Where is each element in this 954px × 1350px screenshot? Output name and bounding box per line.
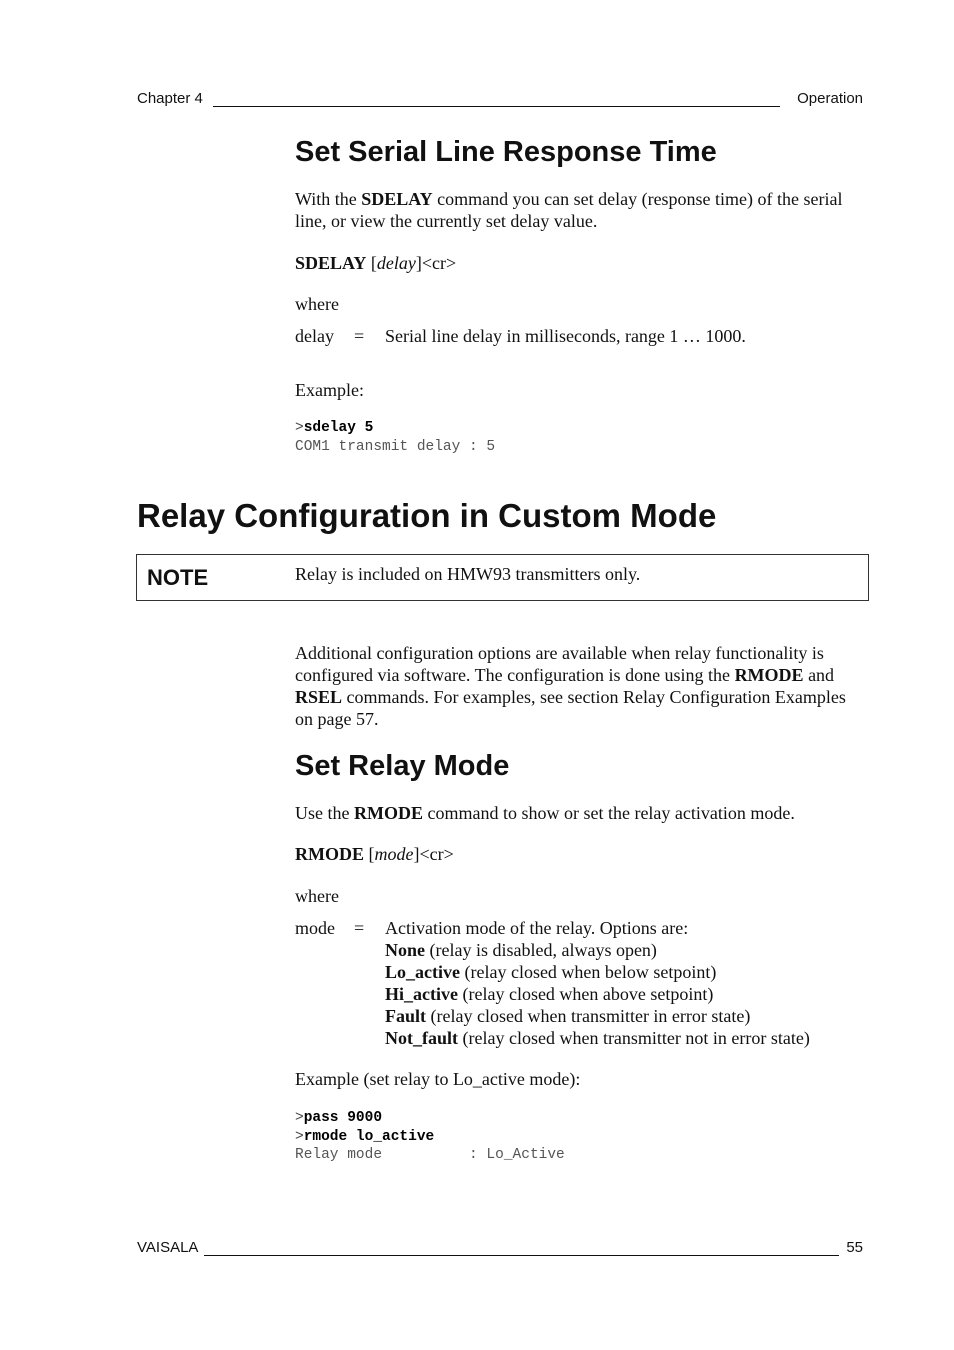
rmode-where: where: [295, 886, 339, 906]
rmode-option: [385, 983, 865, 1005]
relay-para-command-rmode: RMODE: [734, 665, 804, 685]
rmode-option-name: Not_fault: [385, 1028, 458, 1048]
rmode-option-desc: (relay closed when transmitter in error state): [426, 1006, 751, 1026]
rmode-code-line-2: [295, 1128, 565, 1147]
rmode-syntax-open: [: [364, 844, 375, 864]
page-footer: [137, 1239, 863, 1259]
sdelay-where: where: [295, 294, 339, 314]
code-prompt: >: [295, 1110, 304, 1126]
relay-para-part-3: commands. For examples, see section Relay Configuration Examples on page 57.: [295, 687, 846, 729]
section-label: Operation: [797, 90, 863, 107]
rmode-option-desc: (relay is disabled, always open): [425, 940, 657, 960]
rmode-option-name: Lo_active: [385, 962, 460, 982]
relay-para-command-rsel: RSEL: [295, 687, 343, 707]
sdelay-param-name: delay: [295, 326, 334, 346]
rmode-option-desc: (relay closed when below setpoint): [459, 962, 717, 982]
code-prompt: >: [295, 1128, 304, 1145]
relay-paragraph: [295, 642, 865, 730]
sdelay-code-line-1: [295, 419, 495, 438]
sdelay-syntax-close: ]<cr>: [415, 253, 457, 273]
company-name: VAISALA: [137, 1239, 199, 1256]
sdelay-intro: [295, 188, 855, 232]
rmode-option: [385, 1005, 865, 1027]
rmode-code-block: [295, 1109, 565, 1165]
sdelay-example-label: Example:: [295, 380, 364, 400]
rmode-param-row: [295, 917, 865, 1049]
rmode-intro-pre: Use the: [295, 803, 354, 823]
sdelay-heading: Set Serial Line Response Time: [295, 136, 717, 168]
rmode-intro: [295, 802, 865, 824]
rmode-option: [385, 939, 865, 961]
rmode-syntax-command: RMODE: [295, 844, 364, 864]
rmode-intro-command: RMODE: [353, 803, 423, 823]
rmode-option-name: Hi_active: [385, 984, 458, 1004]
sdelay-code-block: [295, 419, 495, 456]
note-text: Relay is included on HMW93 transmitters only.: [295, 564, 641, 584]
page-header: [137, 90, 863, 110]
relay-para-part-1: Additional configuration options are available when relay functionality is configured via software. The configuration is done using the: [295, 643, 824, 685]
rmode-syntax-param: mode: [374, 844, 414, 864]
rmode-intro-post: command to show or set the relay activation mode.: [422, 803, 795, 823]
header-rule: [213, 106, 780, 107]
rmode-option-name: None: [385, 940, 425, 960]
rmode-syntax: [295, 843, 454, 865]
sdelay-syntax-open: [: [366, 253, 377, 273]
rmode-param-equals: =: [354, 918, 365, 938]
sdelay-syntax: [295, 252, 456, 274]
rmode-option: [385, 1027, 865, 1049]
code-command: rmode lo_active: [303, 1128, 435, 1145]
rmode-option-desc: (relay closed when above setpoint): [457, 984, 714, 1004]
rmode-option-desc: (relay closed when transmitter not in error state): [458, 1028, 810, 1048]
page-number: 55: [846, 1239, 863, 1256]
rmode-example-label: Example (set relay to Lo_active mode):: [295, 1069, 581, 1089]
sdelay-param-row: [295, 325, 865, 347]
rmode-param-name: mode: [295, 918, 335, 938]
rmode-syntax-close: ]<cr>: [413, 844, 454, 864]
code-command: pass 9000: [303, 1110, 383, 1126]
rmode-option-name: Fault: [385, 1006, 427, 1026]
code-prompt: >: [295, 420, 304, 436]
chapter-label: Chapter 4: [137, 90, 203, 107]
sdelay-syntax-command: SDELAY: [295, 253, 367, 273]
rmode-option: [385, 961, 865, 983]
rmode-param-desc: Activation mode of the relay. Options are:: [385, 918, 689, 938]
sdelay-code-output: COM1 transmit delay : 5: [295, 438, 496, 455]
rmode-code-line-1: [295, 1109, 565, 1128]
sdelay-syntax-param: delay: [376, 253, 416, 273]
rmode-param-desc-block: [385, 917, 865, 1049]
rmode-heading: Set Relay Mode: [295, 750, 510, 782]
sdelay-param-equals: =: [354, 326, 365, 346]
relay-para-part-2: and: [803, 665, 835, 685]
note-label: NOTE: [147, 565, 209, 590]
rmode-code-output: Relay mode : Lo_Active: [295, 1147, 565, 1163]
code-command: sdelay 5: [303, 420, 374, 436]
relay-heading: Relay Configuration in Custom Mode: [137, 497, 717, 534]
footer-rule: [204, 1255, 839, 1256]
sdelay-param-desc: Serial line delay in milliseconds, range 1 … 1000.: [385, 326, 746, 346]
sdelay-intro-pre: With the: [295, 189, 362, 209]
note-box: [136, 554, 869, 601]
sdelay-intro-post: command you can set delay (response time) of the serial line, or view the currently set delay value.: [295, 189, 843, 231]
sdelay-intro-command: SDELAY: [361, 189, 433, 209]
